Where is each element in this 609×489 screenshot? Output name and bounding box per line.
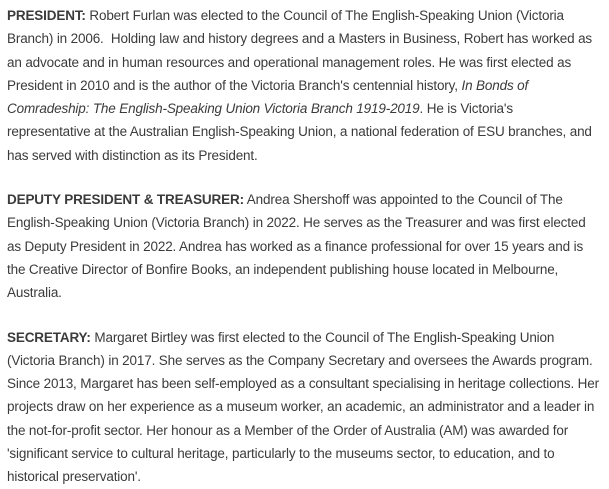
book-title-text: In Bonds of Comradeship: The English-Speaking Union Victoria Branch 1919-2019 bbox=[7, 77, 532, 117]
deputy-president-treasurer-bio-text: Andrea Shershoff was appointed to the Council of The English-Speaking Union (Victoria Branch) in 2022. He serves as the Treasurer and was first elected as Deputy President in 2022. Andrea has worked as a finance professional for over 15 years and is the Creative Director of Bonfire Books, an independent publishing house located in Melbourne, Australia. bbox=[7, 192, 590, 301]
paragraph-deputy-president-treasurer bbox=[7, 188, 599, 304]
president-role-label: PRESIDENT: bbox=[7, 8, 86, 23]
secretary-bio-text: Margaret Birtley was first elected to the Council of The English-Speaking Union (Victoria Branch) in 2017. She serves as the Company Secretary and oversees the Awards program. Since 2013, Margaret has been self-employed as a consultant specialising in heritage collections. Her projects draw on her experience as a museum worker, an academic, an administrator and a leader in the not-for-profit sector. Her honour as a Member of the Order of Australia (AM) was awarded for 'significant service to cultural heritage, particularly to the museums sector, to education, and to historical preservation'. bbox=[7, 329, 603, 485]
deputy-president-treasurer-role-label: DEPUTY PRESIDENT & TREASURER: bbox=[7, 192, 244, 208]
president-bio-text-after: . He is Victoria's representative at the Australian English-Speaking Union, a national federation of ESU branches, and has served with distinction as its President. bbox=[7, 101, 596, 163]
secretary-role-label: SECRETARY: bbox=[7, 329, 91, 345]
paragraph-president bbox=[7, 4, 599, 167]
paragraph-secretary bbox=[7, 326, 603, 489]
president-bio-text: Robert Furlan was elected to the Council of The English-Speaking Union (Victoria Branch) in 2006. Holding law and history degrees and a Masters in Business, Robert has worked as an advocate and in human resources and operational management roles. He was first elected as President in 2010 and is the author of the Victoria Branch's centennial history, bbox=[7, 8, 596, 93]
